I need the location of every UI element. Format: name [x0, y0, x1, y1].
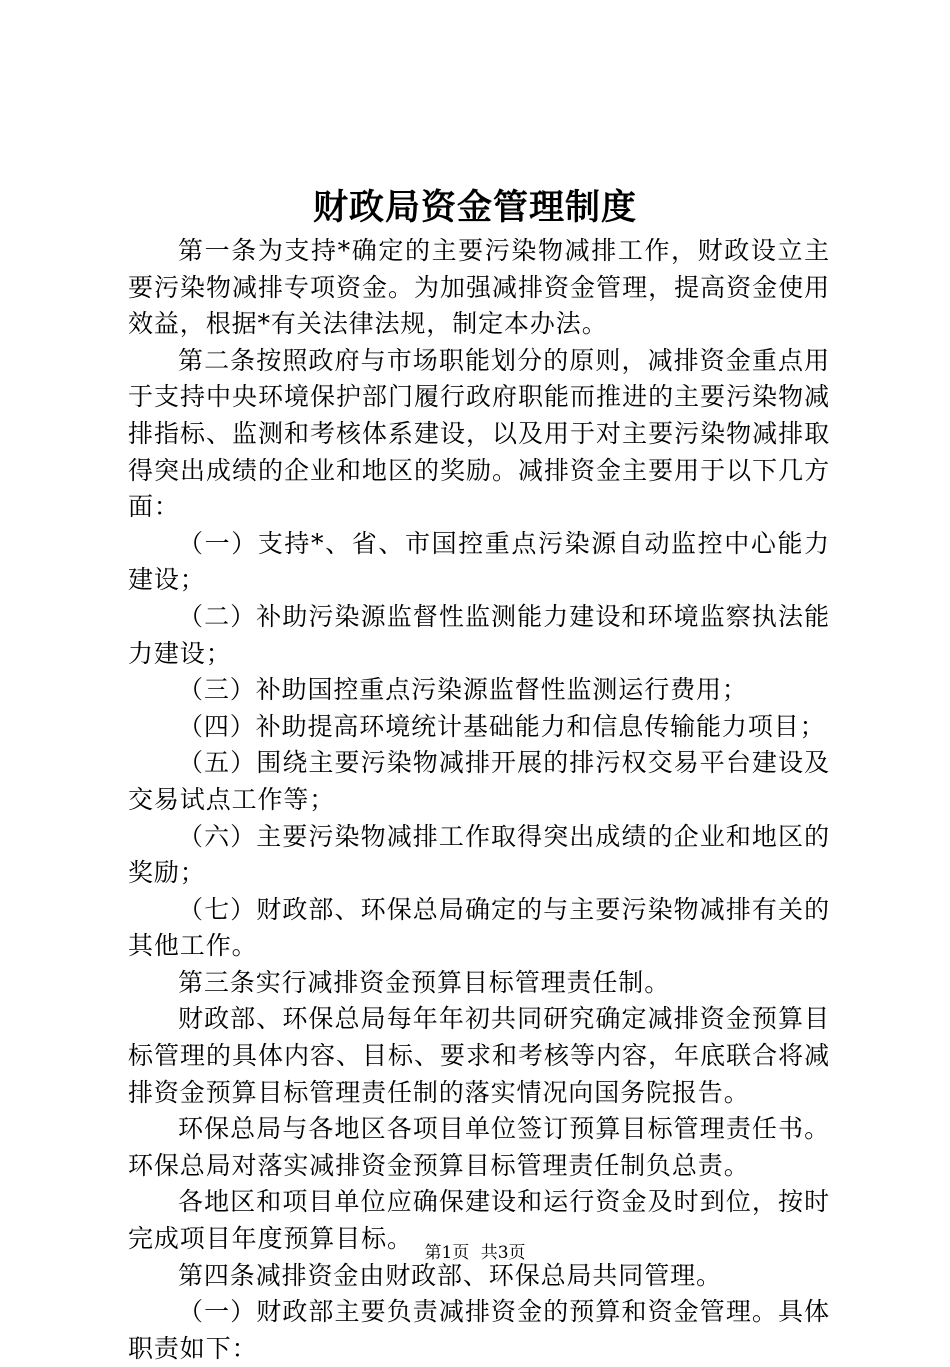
- paragraph-article-4-item-1: （一）财政部主要负责减排资金的预算和资金管理。具体职责如下：: [128, 1297, 830, 1363]
- paragraph-item-3: （三）补助国控重点污染源监督性监测运行费用；: [178, 675, 748, 705]
- paragraph-item-7: （七）财政部、环保总局确定的与主要污染物减排有关的其他工作。: [128, 894, 830, 961]
- paragraph-item-5: （五）围绕主要污染物减排开展的排污权交易平台建设及交易试点工作等；: [128, 748, 830, 814]
- paragraph-article-4: 第四条减排资金由财政部、环保总局共同管理。: [178, 1260, 722, 1290]
- paragraph-article-3-detail-2: 环保总局与各地区各项目单位签订预算目标管理责任书。环保总局对落实减排资金预算目标管理责任制负总责。: [128, 1114, 830, 1180]
- paragraph-item-6: （六）主要污染物减排工作取得突出成绩的企业和地区的奖励；: [128, 821, 830, 888]
- page-number: 第1页: [424, 1243, 470, 1263]
- paragraph-article-2: 第二条按照政府与市场职能划分的原则，减排资金重点用于支持中央环境保护部门履行政府职能而推进的主要污染物减排指标、监测和考核体系建设，以及用于对主要污染物减排取得突出成绩的企业和地区的奖励。减排资金主要用于以下几方面：: [128, 345, 830, 522]
- paragraph-item-4: （四）补助提高环境统计基础能力和信息传输能力项目；: [178, 711, 826, 741]
- paragraph-article-3-detail-1: 财政部、环保总局每年年初共同研究确定减排资金预算目标管理的具体内容、目标、要求和考核等内容，年底联合将减排资金预算目标管理责任制的落实情况向国务院报告。: [128, 1004, 830, 1107]
- document-title: 财政局资金管理制度: [312, 187, 637, 228]
- paragraph-item-2: （二）补助污染源监督性监测能力建设和环境监察执法能力建设；: [128, 601, 830, 668]
- page-total: 共3页: [480, 1243, 526, 1263]
- paragraph-article-3-detail-3: 各地区和项目单位应确保建设和运行资金及时到位，按时完成项目年度预算目标。: [128, 1187, 830, 1254]
- document-body: [128, 233, 830, 1367]
- paragraph-item-1: （一）支持*、省、市国控重点污染源自动监控中心能力建设；: [128, 528, 830, 595]
- paragraph-article-3: 第三条实行减排资金预算目标管理责任制。: [178, 967, 671, 997]
- page-footer: [0, 1241, 950, 1265]
- paragraph-article-1: 第一条为支持*确定的主要污染物减排工作，财政设立主要污染物减排专项资金。为加强减排资金管理，提高资金使用效益，根据*有关法律法规，制定本办法。: [128, 236, 830, 339]
